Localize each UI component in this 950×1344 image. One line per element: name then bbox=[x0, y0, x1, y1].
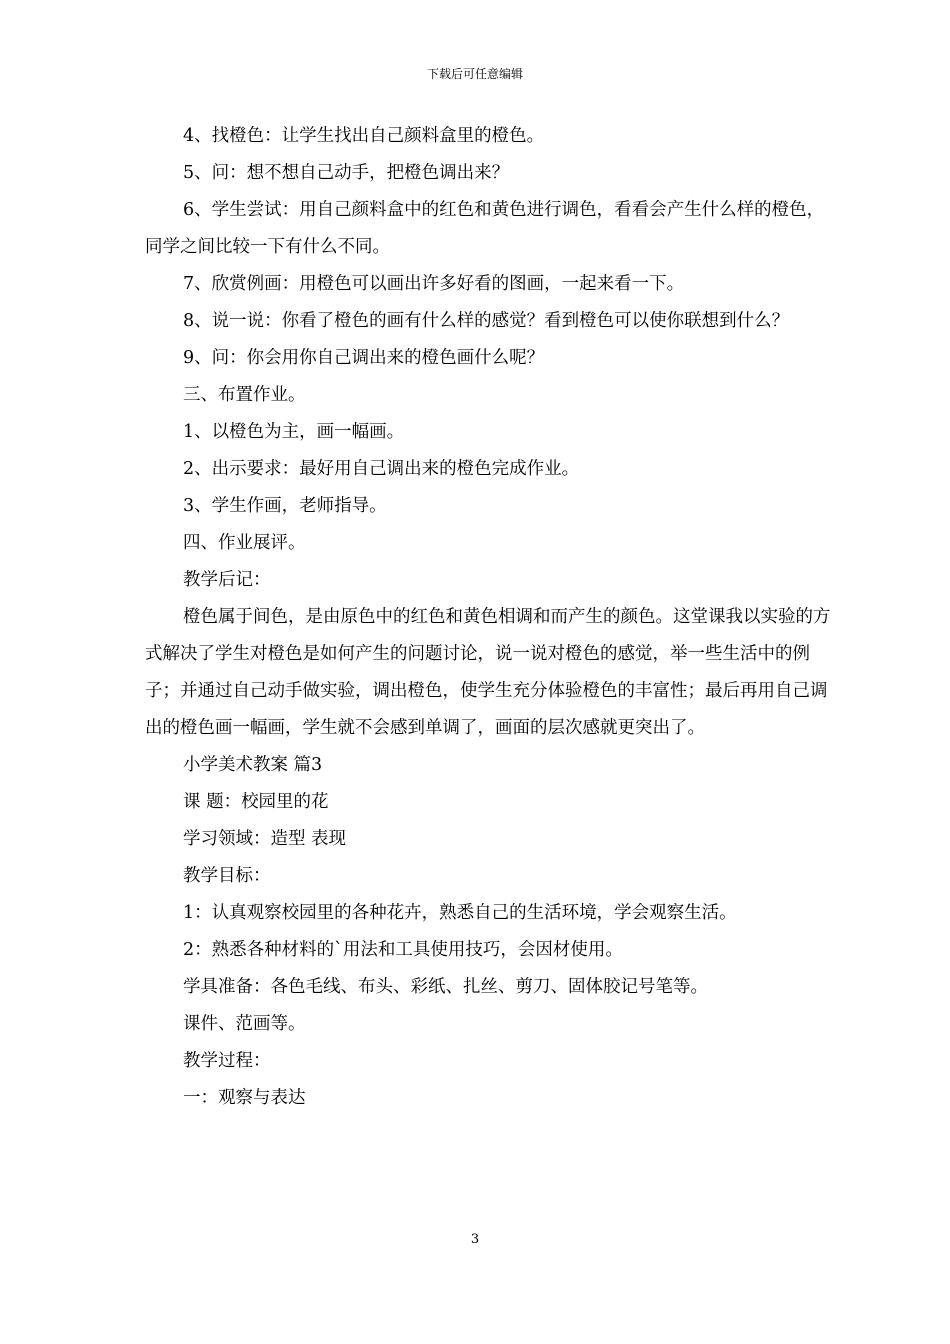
paragraph: 2：熟悉各种材料的`用法和工具使用技巧，会因材使用。 bbox=[183, 940, 623, 960]
paragraph: 9、问：你会用你自己调出来的橙色画什么呢？ bbox=[183, 348, 545, 368]
section-heading: 三、布置作业。 bbox=[183, 385, 306, 405]
paragraph: 学习领域：造型 表现 bbox=[183, 829, 347, 849]
paragraph: 课件、范画等。 bbox=[183, 1014, 306, 1034]
section-heading: 教学过程： bbox=[183, 1051, 271, 1071]
paragraph: 7、欣赏例画：用橙色可以画出许多好看的图画，一起来看一下。 bbox=[183, 274, 685, 294]
paragraph: 学具准备：各色毛线、布头、彩纸、扎丝、剪刀、固体胶记号笔等。 bbox=[183, 977, 708, 997]
section-heading: 四、作业展评。 bbox=[183, 533, 306, 553]
page-header: 下载后可任意编辑 bbox=[426, 67, 523, 81]
paragraph: 一：观察与表达 bbox=[183, 1088, 306, 1108]
paragraph: 8、说一说：你看了橙色的画有什么样的感觉？看到橙色可以使你联想到什么？ bbox=[183, 311, 790, 331]
paragraph: 3、学生作画，老师指导。 bbox=[183, 496, 387, 516]
document-body bbox=[145, 118, 835, 1117]
paragraph: 5、问：想不想自己动手，把橙色调出来？ bbox=[183, 163, 510, 183]
lesson-title: 小学美术教案 篇3 bbox=[183, 755, 323, 775]
paragraph: 课 题：校园里的花 bbox=[183, 792, 329, 812]
paragraph: 2、出示要求：最好用自己调出来的橙色完成作业。 bbox=[183, 459, 580, 479]
section-heading: 教学后记： bbox=[183, 570, 271, 590]
section-heading: 教学目标： bbox=[183, 866, 271, 886]
page-number: 3 bbox=[470, 1232, 480, 1247]
paragraph: 4、找橙色：让学生找出自己颜料盒里的橙色。 bbox=[183, 126, 545, 146]
paragraph: 1、以橙色为主，画一幅画。 bbox=[183, 422, 405, 442]
paragraph: 1：认真观察校园里的各种花卉，熟悉自己的生活环境，学会观察生活。 bbox=[183, 903, 737, 923]
paragraph: 橙色属于间色，是由原色中的红色和黄色相调和而产生的颜色。这堂课我以实验的方式解决了学生对橙色是如何产生的问题讨论，说一说对橙色的感觉，举一些生活中的例子；并通过自己动手做实验，调出橙色，使学生充分体验橙色的丰富性；最后再用自己调出的橙色画一幅画，学生就不会感到单调了，画面的层次感就更突出了。 bbox=[145, 607, 831, 738]
paragraph: 6、学生尝试：用自己颜料盒中的红色和黄色进行调色，看看会产生什么样的橙色，同学之间比较一下有什么不同。 bbox=[145, 200, 825, 257]
